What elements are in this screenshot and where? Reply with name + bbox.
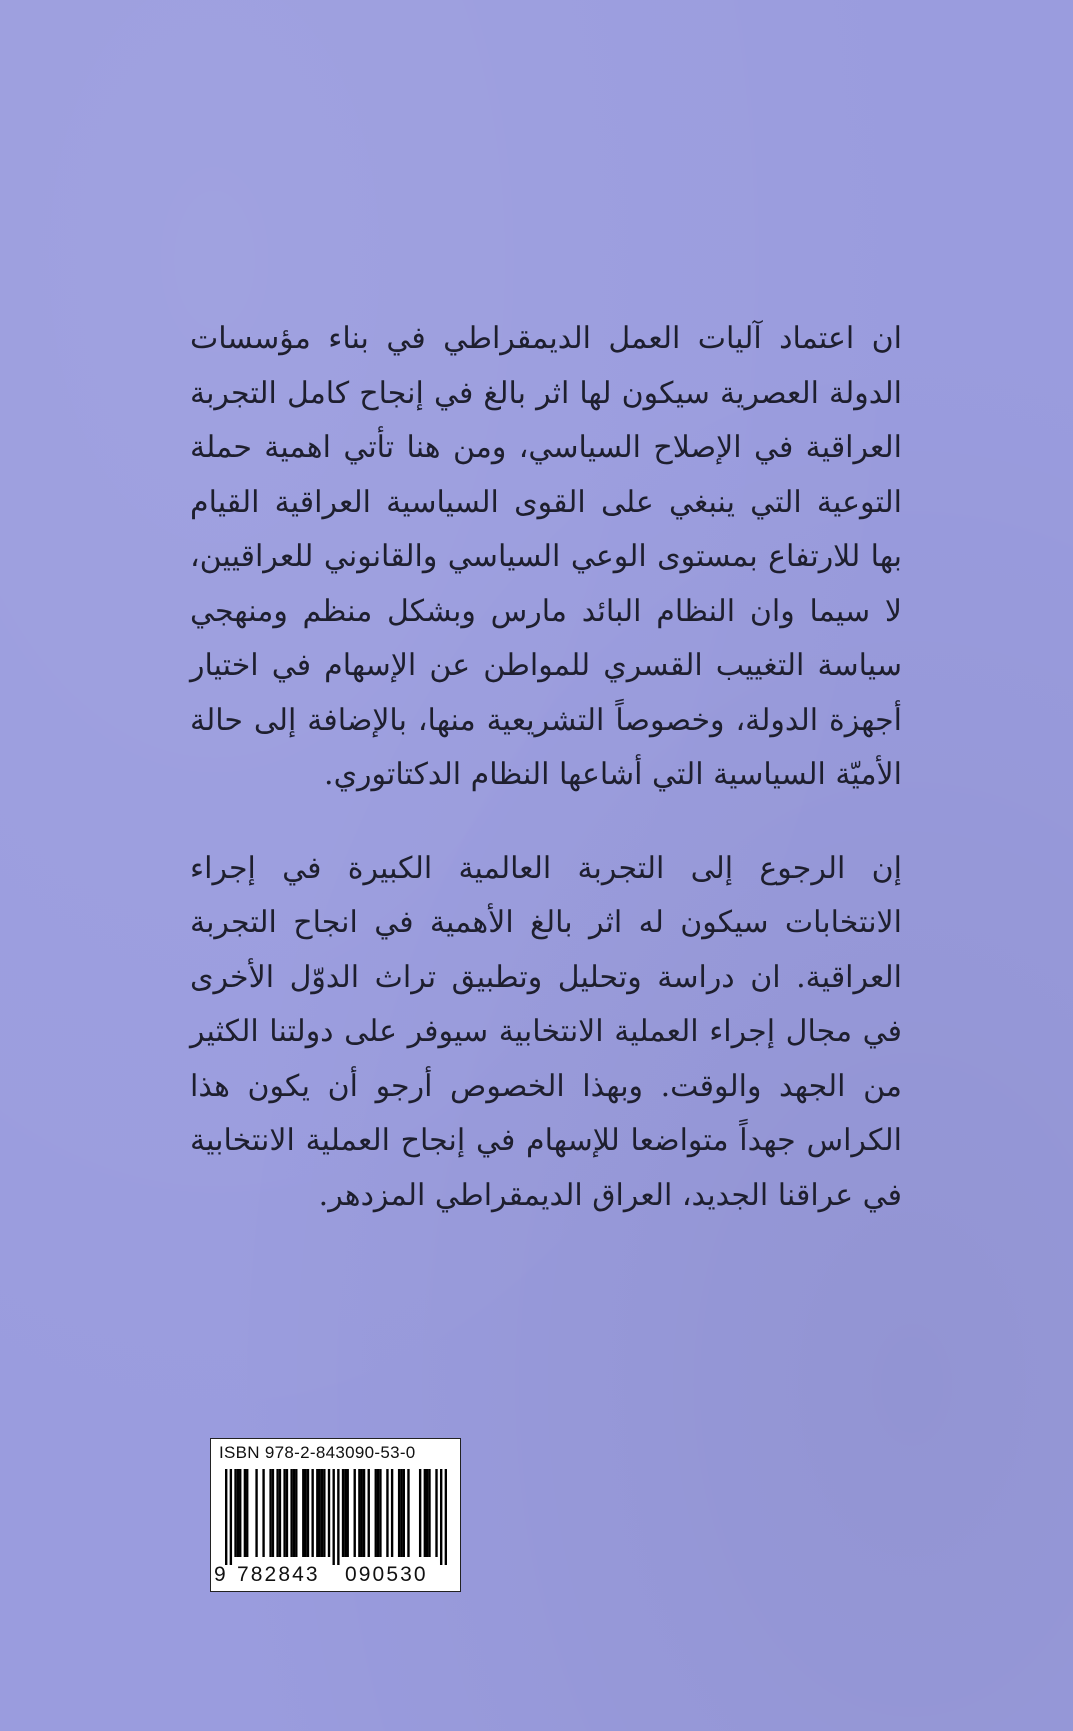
barcode-bar (311, 1469, 313, 1557)
isbn-number: ISBN 978-2-843090-53-0 (219, 1443, 416, 1462)
barcode-bar (304, 1469, 306, 1557)
barcode-bar (269, 1469, 271, 1557)
blurb-paragraph-2: إن الرجوع إلى التجربة العالمية الكبيرة في إجراء الانتخابات سيكون له اثر بالغ الأهمية في انجاح التجربة العراقية. ان دراسة وتحليل وتطبيق تراث الدوّل الأخرى في مجال إجراء العملية الانتخابية سيوفر على دولتنا الكثير من الجهد والوقت. وبهذا الخصوص أرجو أن يكون هذا الكراس جهداً متواضعا للإسهام في إنجاح العملية الانتخابية في عراقنا الجديد، العراق الديمقراطي المزدهر. (190, 850, 902, 1213)
barcode-bar (246, 1469, 248, 1557)
barcode-bar (445, 1469, 447, 1565)
barcode-bar (290, 1469, 292, 1557)
barcode-bar (316, 1469, 318, 1557)
barcode-bar (403, 1469, 405, 1557)
barcode-bar (279, 1469, 281, 1557)
barcode-bar (361, 1469, 363, 1557)
barcode-bar (407, 1469, 409, 1557)
barcode-bar (272, 1469, 274, 1557)
barcode-bar (391, 1469, 393, 1557)
barcode-bar (255, 1469, 257, 1557)
barcode-bar (400, 1469, 402, 1557)
blurb-paragraph-1: ان اعتماد آليات العمل الديمقراطي في بناء مؤسسات الدولة العصرية سيكون لها اثر بالغ في إنجاح كامل التجربة العراقية في الإصلاح السياسي، ومن هنا تأتي اهمية حملة التوعية التي ينبغي على القوى السياسية العراقية القيام بها للارتفاع بمستوى الوعي السياسي والقانوني للعراقيين، لا سيما وان النظام البائد مارس وبشكل منظم ومنهجي سياسة التغييب القسري للمواطن عن الإسهام في اختيار أجهزة الدولة، وخصوصاً التشريعية منها، بالإضافة إلى حالة الأميّة السياسية التي أشاعها النظام الدكتاتوري. (190, 321, 902, 792)
barcode-bar (293, 1469, 295, 1557)
barcode-bar (398, 1469, 400, 1557)
barcode-bar (230, 1469, 232, 1565)
barcode-digits (211, 1563, 460, 1589)
barcode-bar (295, 1469, 297, 1557)
barcode-bar (318, 1469, 320, 1557)
barcode-bar (435, 1469, 437, 1557)
barcode-bar (239, 1469, 241, 1557)
barcode-bar (342, 1469, 344, 1557)
barcode-bar (363, 1469, 365, 1557)
barcode-bar (347, 1469, 349, 1557)
barcode-bar (424, 1469, 426, 1557)
barcode-bar (428, 1469, 430, 1557)
barcode-bar (234, 1469, 236, 1557)
barcode-bar (244, 1469, 246, 1557)
barcode-image (225, 1469, 447, 1565)
barcode-digits-right: 090530 (345, 1563, 428, 1586)
barcode-bar (354, 1469, 356, 1557)
barcode-bar (302, 1469, 304, 1557)
barcode-bar (225, 1469, 227, 1565)
barcode-bar (283, 1469, 285, 1557)
barcode-bar (358, 1469, 360, 1557)
barcode-digit-first: 9 (214, 1563, 226, 1586)
barcode-bar (332, 1469, 334, 1565)
barcode-bar (379, 1469, 381, 1557)
barcode-bar (368, 1469, 370, 1557)
barcode-digits-left: 782843 (237, 1563, 320, 1586)
barcode-bar (440, 1469, 442, 1565)
barcode-bar (344, 1469, 346, 1557)
barcode-bar (323, 1469, 325, 1557)
barcode-bar (337, 1469, 339, 1565)
barcode-bar (419, 1469, 421, 1557)
isbn-barcode-label (210, 1438, 461, 1592)
barcode-bar (426, 1469, 428, 1557)
barcode-bar (262, 1469, 264, 1557)
barcode-bar (386, 1469, 388, 1557)
barcode-bar (375, 1469, 377, 1557)
barcode-bar (276, 1469, 278, 1557)
barcode-bar (286, 1469, 288, 1557)
barcode-bar (321, 1469, 323, 1557)
barcode-bar (377, 1469, 379, 1557)
barcode-bar (237, 1469, 239, 1557)
blurb-text (190, 312, 902, 1223)
barcode-bar (328, 1469, 330, 1557)
barcode-bar (307, 1469, 309, 1557)
